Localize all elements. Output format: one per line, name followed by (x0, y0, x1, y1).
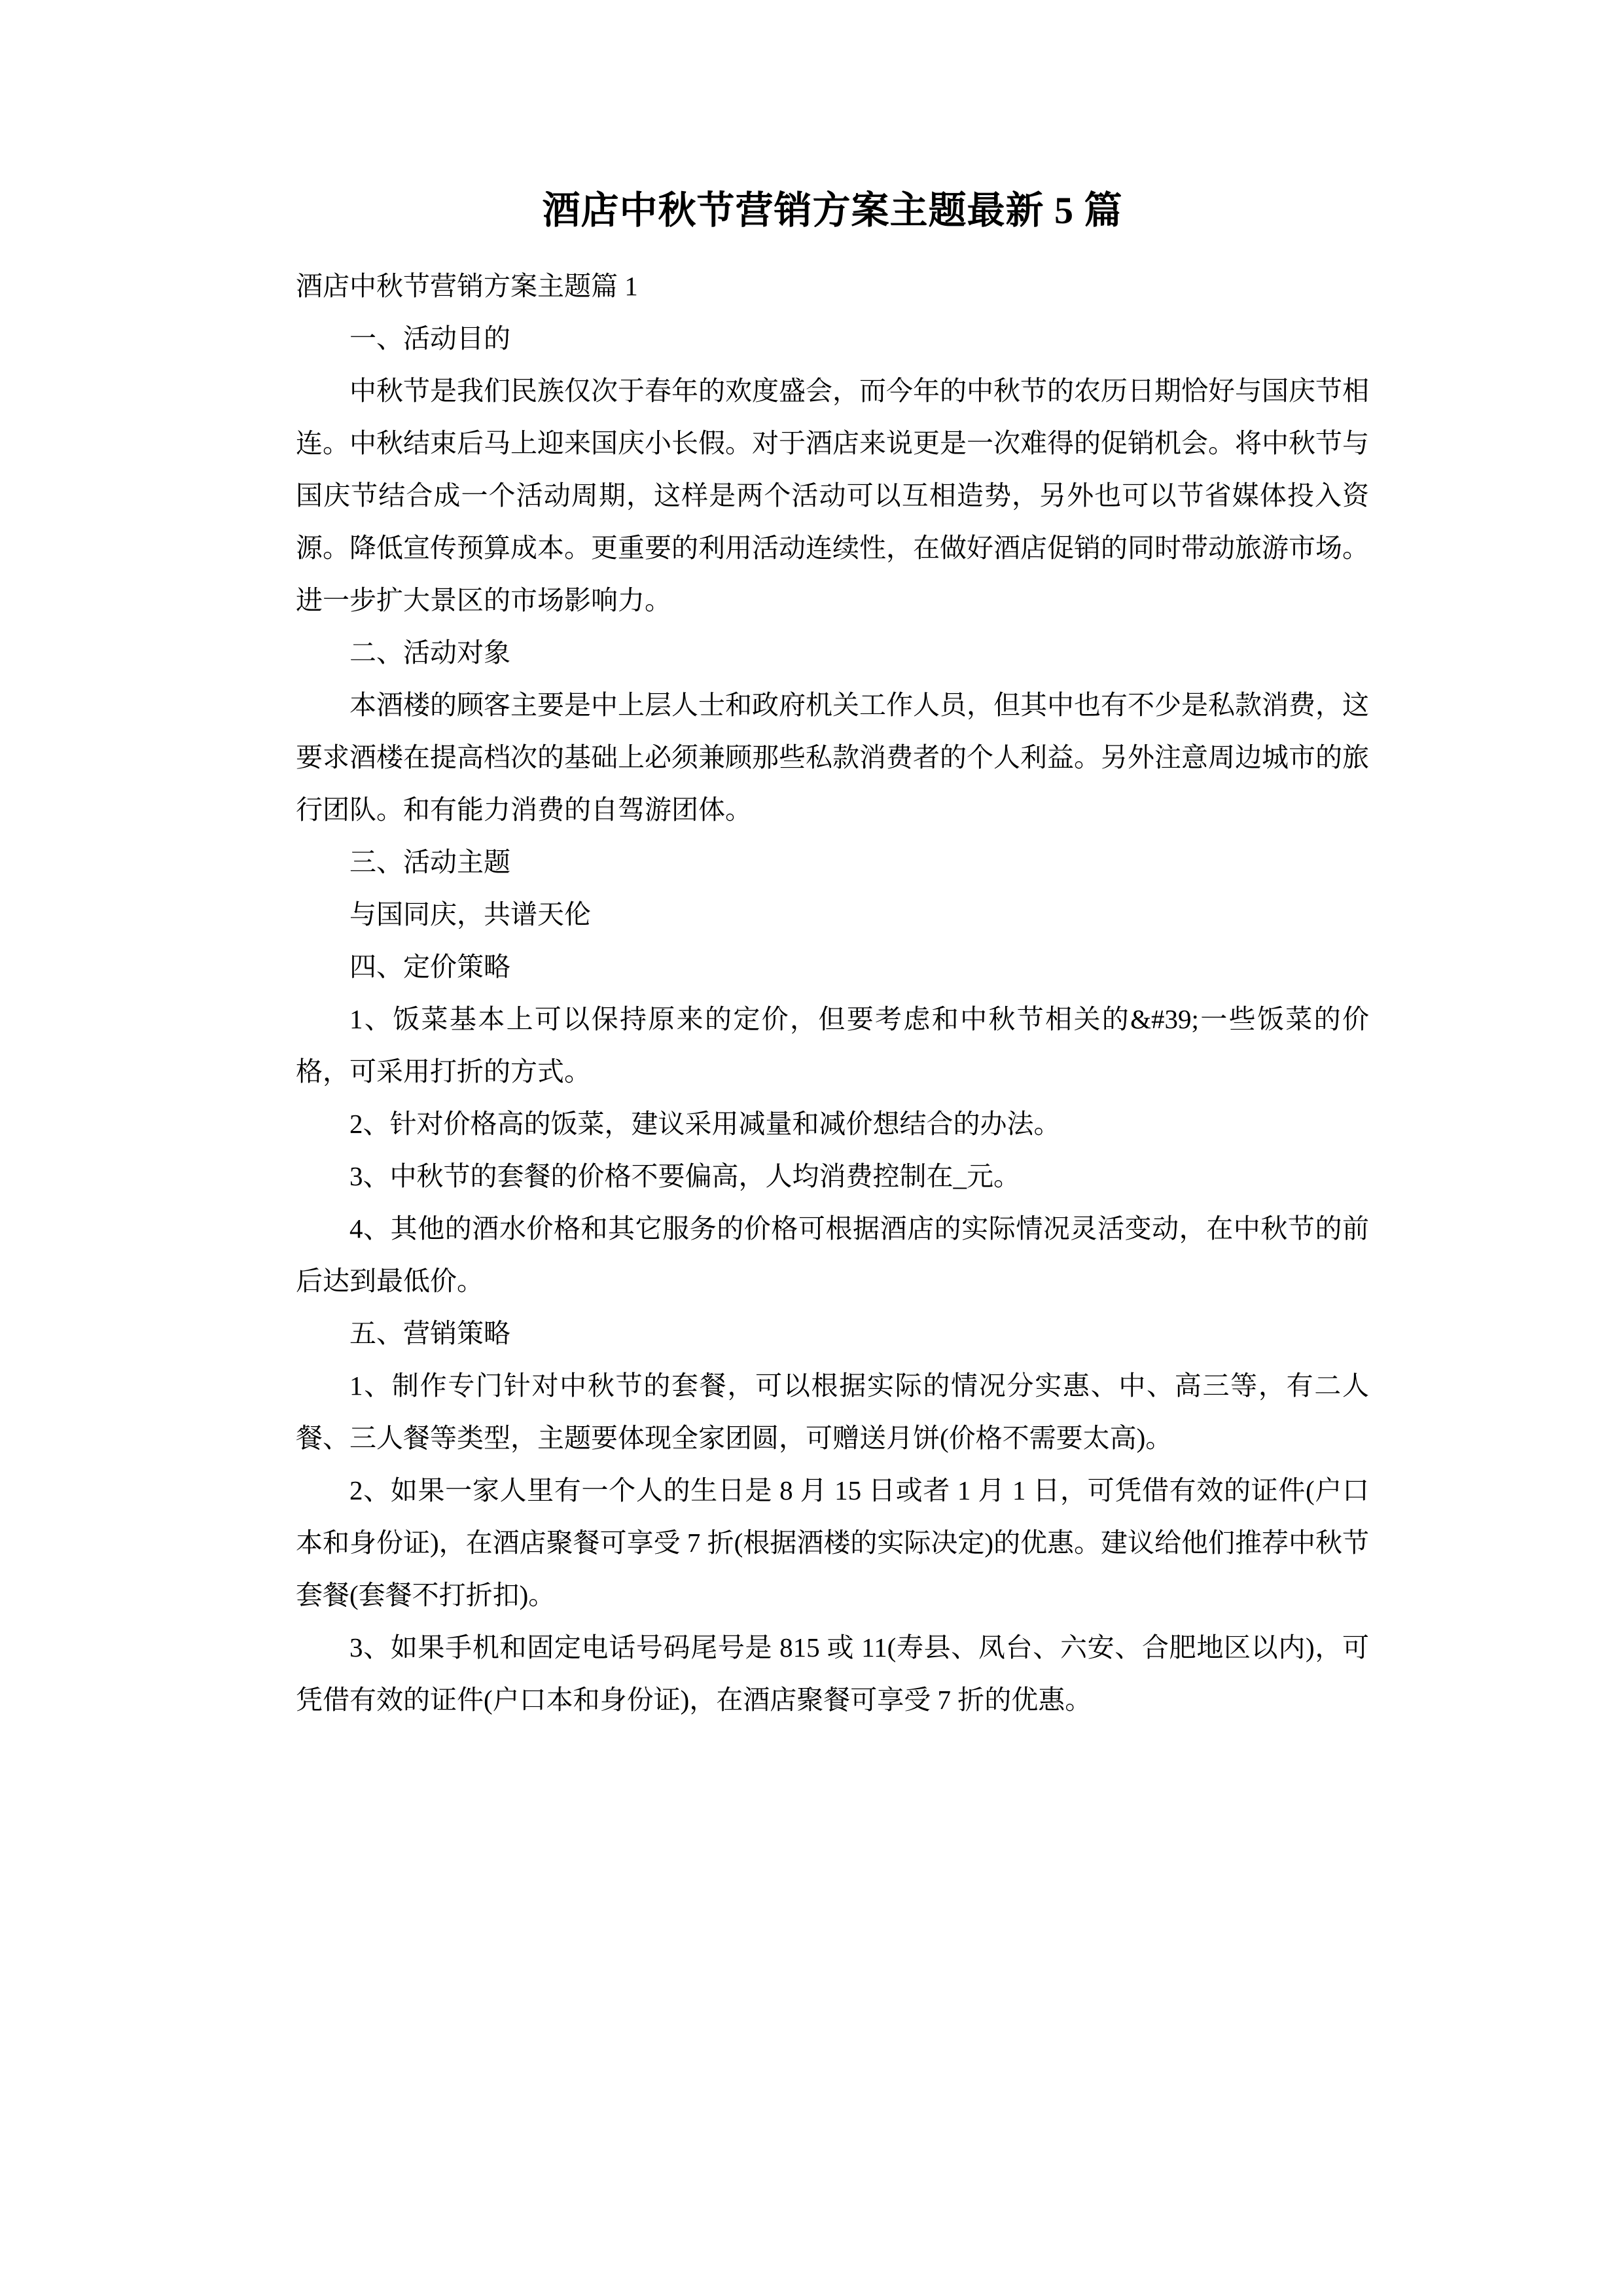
paragraph-marketing-item-3: 3、如果手机和固定电话号码尾号是 815 或 11(寿县、凤台、六安、合肥地区以内)，可凭借有效的证件(户口本和身份证)，在酒店聚餐可享受 7 折的优惠。 (296, 1632, 1369, 1715)
paragraph-marketing-item-1: 1、制作专门针对中秋节的套餐，可以根据实际的情况分实惠、中、高三等，有二人餐、三人餐等类型，主题要体现全家团圆，可赠送月饼(价格不需要太高)。 (296, 1370, 1369, 1453)
page-title: 酒店中秋节营销方案主题最新 5 篇 (542, 189, 1123, 232)
section-heading-5: 五、营销策略 (349, 1318, 510, 1348)
paragraph-pricing-item-2: 2、针对价格高的饭菜，建议采用减量和减价想结合的办法。 (349, 1108, 1061, 1139)
paragraph-activity-purpose: 中秋节是我们民族仅次于春年的欢度盛会，而今年的中秋节的农历日期恰好与国庆节相连。中秋结束后马上迎来国庆小长假。对于酒店来说更是一次难得的促销机会。将中秋节与国庆节结合成一个活动周期，这样是两个活动可以互相造势，另外也可以节省媒体投入资源。降低宣传预算成本。更重要的利用活动连续性，在做好酒店促销的同时带动旅游市场。进一步扩大景区的市场影响力。 (296, 375, 1369, 615)
section-heading-3: 三、活动主题 (349, 846, 510, 877)
document-body (296, 0, 1369, 1726)
section-heading-2: 二、活动对象 (349, 637, 510, 668)
document-subtitle: 酒店中秋节营销方案主题篇 1 (296, 270, 638, 301)
paragraph-pricing-item-1: 1、饭菜基本上可以保持原来的定价，但要考虑和中秋节相关的&#39;一些饭菜的价格，可采用打折的方式。 (296, 1003, 1369, 1086)
paragraph-activity-audience: 本酒楼的顾客主要是中上层人士和政府机关工作人员，但其中也有不少是私款消费，这要求酒楼在提高档次的基础上必须兼顾那些私款消费者的个人利益。另外注意周边城市的旅行团队。和有能力消费的自驾游团体。 (296, 689, 1369, 825)
paragraph-pricing-item-3: 3、中秋节的套餐的价格不要偏高，人均消费控制在_元。 (349, 1160, 1020, 1191)
section-heading-4: 四、定价策略 (349, 951, 510, 982)
paragraph-pricing-item-4: 4、其他的酒水价格和其它服务的价格可根据酒店的实际情况灵活变动，在中秋节的前后达到最低价。 (296, 1213, 1369, 1296)
paragraph-marketing-item-2: 2、如果一家人里有一个人的生日是 8 月 15 日或者 1 月 1 日，可凭借有效的证件(户口本和身份证)，在酒店聚餐可享受 7 折(根据酒楼的实际决定)的优惠。建议给他们推荐中秋节套餐(套餐不打折扣)。 (296, 1475, 1369, 1610)
section-heading-1: 一、活动目的 (349, 323, 510, 353)
paragraph-activity-theme: 与国同庆，共谱天伦 (349, 899, 591, 929)
